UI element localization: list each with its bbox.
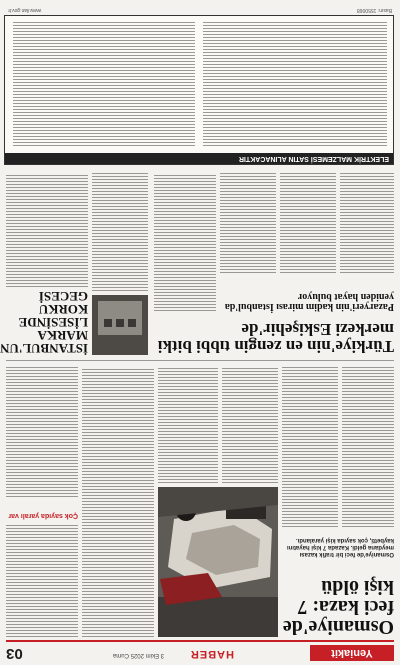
subhead-osmaniye: Osmaniye'de feci bir trafik kazası meydana geldi. Kazada 7 kişi hayatını kaybetti, çok sayıda kişi yaralandı. — [286, 536, 394, 557]
red-callout: Çok sayıda yaralı var — [8, 512, 78, 519]
ad-footer-left: Basın: 1550068 — [356, 7, 392, 13]
crash-photo — [158, 487, 278, 637]
masthead-rule — [6, 640, 394, 642]
article-text-column — [340, 173, 394, 273]
section-label: HABER — [189, 648, 234, 660]
section-divider — [6, 360, 394, 361]
school-image — [92, 295, 148, 355]
article-text-column — [220, 173, 276, 273]
school-photo — [92, 295, 148, 355]
headline-eskisehir: Türkiye'nin en zengin tıbbi bitki merkezi Eskişehir'de — [157, 320, 394, 356]
ad-text — [13, 22, 195, 146]
ad-text — [203, 22, 387, 146]
article-text-column — [154, 173, 216, 311]
headline-pazaryeri: Pazaryeri'nin kadim mirası İstanbul'da yeniden hayat buluyor — [224, 291, 394, 312]
article-text-column — [82, 367, 154, 637]
headline-osmaniye: Osmaniye'de feci kaza: 7 kişi öldü — [282, 576, 394, 638]
headline-istanbul-school: İSTANBUL'UN MARKA LİSESİNDE KORKU GECESİ — [0, 289, 88, 356]
issue-date: 3 Ekim 2025 Cuma — [112, 652, 164, 658]
article-text-column — [342, 367, 394, 527]
article-text-column — [6, 173, 88, 287]
ad-footer-right: www.ilan.gov.tr — [8, 7, 42, 13]
article-text-column — [6, 525, 78, 637]
crash-scene-image — [158, 487, 278, 637]
article-text-column — [282, 367, 338, 527]
tender-ad — [4, 15, 394, 165]
ad-title: ELEKTRİK MALZEMESİ SATIN ALINACAKTIR — [5, 153, 393, 164]
article-text-column — [6, 367, 78, 497]
article-text-column — [92, 173, 148, 291]
article-text-column — [222, 367, 278, 483]
article-text-column — [280, 173, 336, 273]
newspaper-logo: Yeniakit — [310, 645, 394, 661]
masthead — [6, 643, 394, 661]
article-text-column — [158, 367, 218, 483]
page-number: 03 — [6, 645, 23, 662]
